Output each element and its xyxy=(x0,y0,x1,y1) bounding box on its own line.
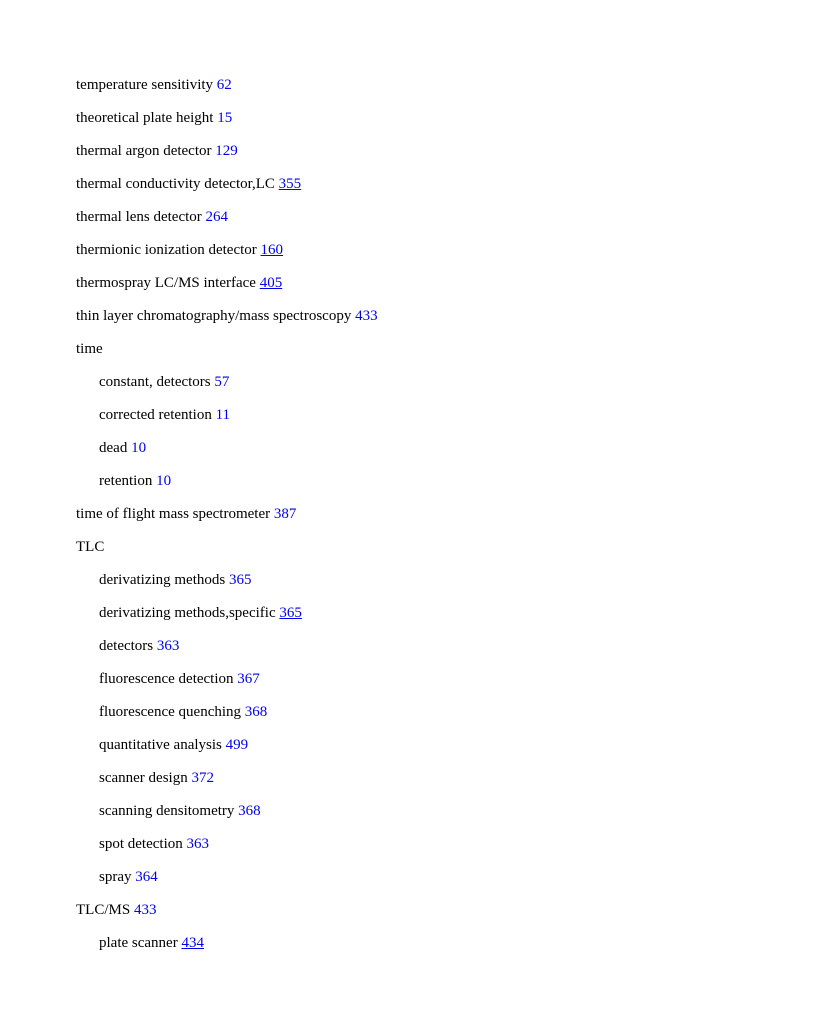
index-entry xyxy=(76,272,378,305)
index-entry xyxy=(76,239,378,272)
index-term: theoretical plate height xyxy=(76,110,214,126)
page-link[interactable]: 160 xyxy=(260,242,284,258)
index-entry xyxy=(76,503,378,536)
index-term: temperature sensitivity xyxy=(76,77,214,93)
index-list xyxy=(76,74,378,965)
page-link[interactable]: 364 xyxy=(135,869,158,885)
index-term: scanner design xyxy=(99,770,188,786)
page-link[interactable]: 57 xyxy=(214,374,230,390)
index-subentry xyxy=(76,602,378,635)
page-link[interactable]: 11 xyxy=(215,407,231,423)
index-entry xyxy=(76,338,378,371)
index-term: TLC/MS xyxy=(76,902,131,918)
index-term: derivatizing methods xyxy=(99,572,226,588)
page-link[interactable]: 264 xyxy=(205,209,229,225)
index-subentry xyxy=(76,404,378,437)
page-link[interactable]: 372 xyxy=(191,770,214,786)
index-term: dead xyxy=(99,440,128,456)
index-subentry xyxy=(76,767,378,800)
index-term: corrected retention xyxy=(99,407,212,423)
index-entry xyxy=(76,173,378,206)
index-term: fluorescence detection xyxy=(99,671,234,687)
index-term: detectors xyxy=(99,638,154,654)
index-subentry xyxy=(76,866,378,899)
page-link[interactable]: 433 xyxy=(133,902,157,918)
index-entry xyxy=(76,107,378,140)
index-term: scanning densitometry xyxy=(99,803,235,819)
page-link[interactable]: 433 xyxy=(355,308,378,324)
page-link[interactable]: 368 xyxy=(244,704,268,720)
page-link[interactable]: 15 xyxy=(217,110,233,126)
index-term: plate scanner xyxy=(99,935,178,951)
index-term: spray xyxy=(99,869,132,885)
page-link[interactable]: 365 xyxy=(228,572,252,588)
index-term: constant, detectors xyxy=(99,374,211,390)
index-term: time xyxy=(76,341,103,357)
index-entry xyxy=(76,536,378,569)
index-subentry xyxy=(76,668,378,701)
index-term: derivatizing methods,specific xyxy=(99,605,276,621)
index-term: retention xyxy=(99,473,153,489)
page-link[interactable]: 129 xyxy=(215,143,238,159)
index-term: thermospray LC/MS interface xyxy=(76,275,256,291)
page-link[interactable]: 367 xyxy=(237,671,260,687)
index-term: fluorescence quenching xyxy=(99,704,242,720)
page-link[interactable]: 10 xyxy=(156,473,172,489)
index-entry xyxy=(76,206,378,239)
index-term: thermal conductivity detector,LC xyxy=(76,176,275,192)
page-link[interactable]: 62 xyxy=(216,77,232,93)
index-entry xyxy=(76,305,378,338)
page-link[interactable]: 363 xyxy=(156,638,180,654)
index-term: quantitative analysis xyxy=(99,737,222,753)
page-link[interactable]: 387 xyxy=(273,506,297,522)
index-subentry xyxy=(76,800,378,833)
index-term: TLC xyxy=(76,539,105,555)
index-subentry xyxy=(76,932,378,965)
index-term: spot detection xyxy=(99,836,183,852)
index-subentry xyxy=(76,470,378,503)
index-entry xyxy=(76,74,378,107)
page-link[interactable]: 368 xyxy=(238,803,261,819)
index-term: thermal lens detector xyxy=(76,209,202,225)
index-subentry xyxy=(76,437,378,470)
index-entry xyxy=(76,140,378,173)
page-link[interactable]: 10 xyxy=(131,440,147,456)
index-entry xyxy=(76,899,378,932)
index-term: time of flight mass spectrometer xyxy=(76,506,271,522)
index-subentry xyxy=(76,569,378,602)
page-link[interactable]: 405 xyxy=(259,275,283,291)
index-term: thin layer chromatography/mass spectroscopy xyxy=(76,308,352,324)
index-subentry xyxy=(76,701,378,734)
page-link[interactable]: 434 xyxy=(181,935,204,951)
index-term: thermionic ionization detector xyxy=(76,242,257,258)
page-link[interactable]: 363 xyxy=(186,836,209,852)
index-subentry xyxy=(76,635,378,668)
page-link[interactable]: 499 xyxy=(225,737,249,753)
index-term: thermal argon detector xyxy=(76,143,212,159)
index-subentry xyxy=(76,371,378,404)
page-link[interactable]: 355 xyxy=(278,176,302,192)
page-link[interactable]: 365 xyxy=(279,605,302,621)
index-subentry xyxy=(76,833,378,866)
index-subentry xyxy=(76,734,378,767)
